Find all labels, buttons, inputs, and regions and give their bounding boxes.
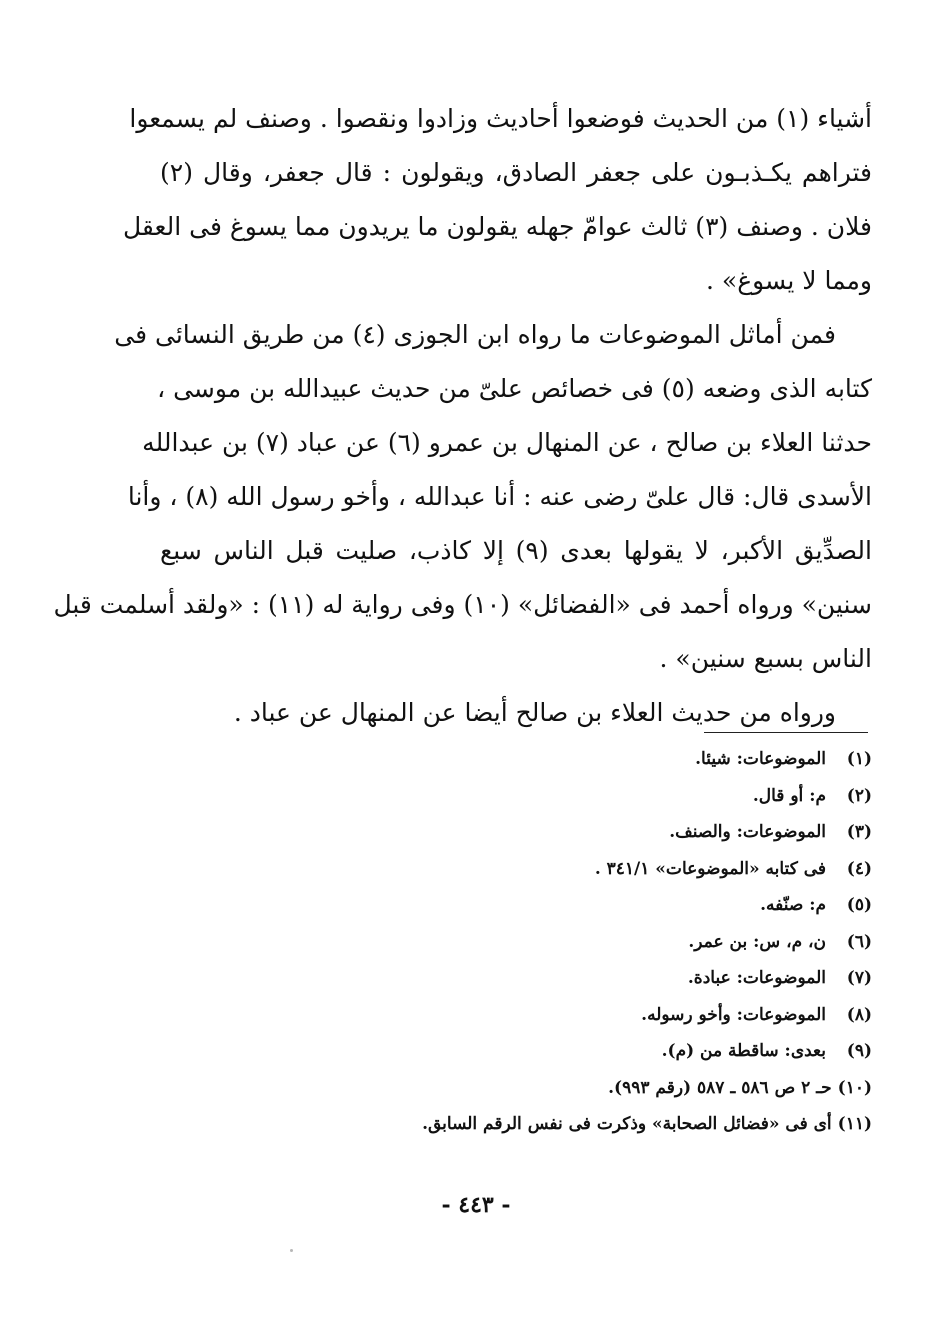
footnote (160, 1106, 872, 1143)
text-line: الأسدى قال: قال علىّ رضى عنه : أنا عبدالله ، وأخو رسول الله (٨) ، وأنا (127, 482, 872, 511)
footnote-text: ن، م، س: بن عمر. (688, 931, 826, 952)
footnote-divider (704, 732, 868, 733)
footnote (160, 1033, 872, 1070)
text-line: فمن أماثل الموضوعات ما رواه ابن الجوزى (٤) من طريق النسائى فى (114, 320, 836, 349)
footnote-text: الموضوعات: والصنف. (669, 822, 826, 842)
main-text (53, 92, 872, 740)
footnote (160, 778, 872, 815)
scan-speck (290, 1249, 293, 1252)
text-line: الناس بسبع سنين» . (659, 644, 872, 673)
footnote-number: (٤) (846, 858, 872, 879)
text-line: ومما لا يسوغ» . (706, 266, 872, 295)
footnote (160, 851, 872, 888)
text-line: كتابه الذى وضعه (٥) فى خصائص علىّ من حديث عبيدالله بن موسى ، (157, 374, 872, 403)
footnote (160, 814, 872, 851)
footnote (160, 1070, 872, 1107)
footnote-number: (١١) (837, 1114, 872, 1134)
footnote-number: (٢) (846, 785, 872, 806)
footnote (160, 887, 872, 924)
footnote-text: حـ ٢ ص ٥٨٦ ـ ٥٨٧ (رقم ٩٩٣). (608, 1077, 832, 1098)
text-line: حدثنا العلاء بن صالح ، عن المنهال بن عمرو (٦) عن عباد (٧) بن عبدالله (142, 428, 872, 457)
footnote-text: الموضوعات: وأخو رسوله. (641, 1004, 826, 1025)
footnote-text: م: صنّفه. (760, 895, 826, 915)
footnote-text: بعدى: ساقطة من (م). (661, 1041, 826, 1061)
footnote-text: م: أو قال. (752, 785, 826, 806)
footnote-number: (٧) (846, 968, 872, 988)
footnote (160, 924, 872, 961)
footnote-number: (١) (846, 749, 872, 769)
footnote-text: أى فى «فضائل الصحابة» وذكرت فى نفس الرقم السابق. (422, 1114, 832, 1134)
footnote-number: (١٠) (837, 1077, 872, 1098)
footnote-number: (٣) (846, 822, 872, 842)
footnotes (160, 741, 872, 1143)
footnote-number: (٥) (846, 895, 872, 915)
text-line: فتراهم يكـذبـون على جعفر الصادق، ويقولون : قال جعفر، وقال (٢) (160, 158, 872, 187)
text-line: سنين» ورواه أحمد فى «الفضائل» (١٠) وفى رواية له (١١) : «ولقد أسلمت قبل (53, 590, 872, 619)
text-line: أشياء (١) من الحديث فوضعوا أحاديث وزادوا ونقصوا . وصنف لم يسمعوا (129, 104, 872, 133)
page-number: - ٤٤٣ - (441, 1192, 511, 1218)
footnote-number: (٩) (846, 1041, 872, 1061)
text-line: ورواه من حديث العلاء بن صالح أيضا عن المنهال عن عباد . (233, 698, 836, 727)
text-line: الصدِّيق الأكبر، لا يقولها بعدى (٩) إلا كاذب، صليت قبل الناس سبع (160, 536, 872, 565)
footnote (160, 997, 872, 1034)
footnote-text: الموضوعات: عبادة. (687, 968, 826, 988)
footnote-number: (٨) (846, 1004, 872, 1025)
footnote (160, 741, 872, 778)
footnote-number: (٦) (846, 931, 872, 952)
footnote-text: فى كتابه «الموضوعات» ٣٤١/١ . (594, 858, 826, 879)
text-line: فلان . وصنف (٣) ثالث عوامّ جهله يقولون ما يريدون مما يسوغ فى العقل (122, 212, 872, 241)
footnote (160, 960, 872, 997)
footnote-text: الموضوعات: شيئا. (695, 749, 826, 769)
